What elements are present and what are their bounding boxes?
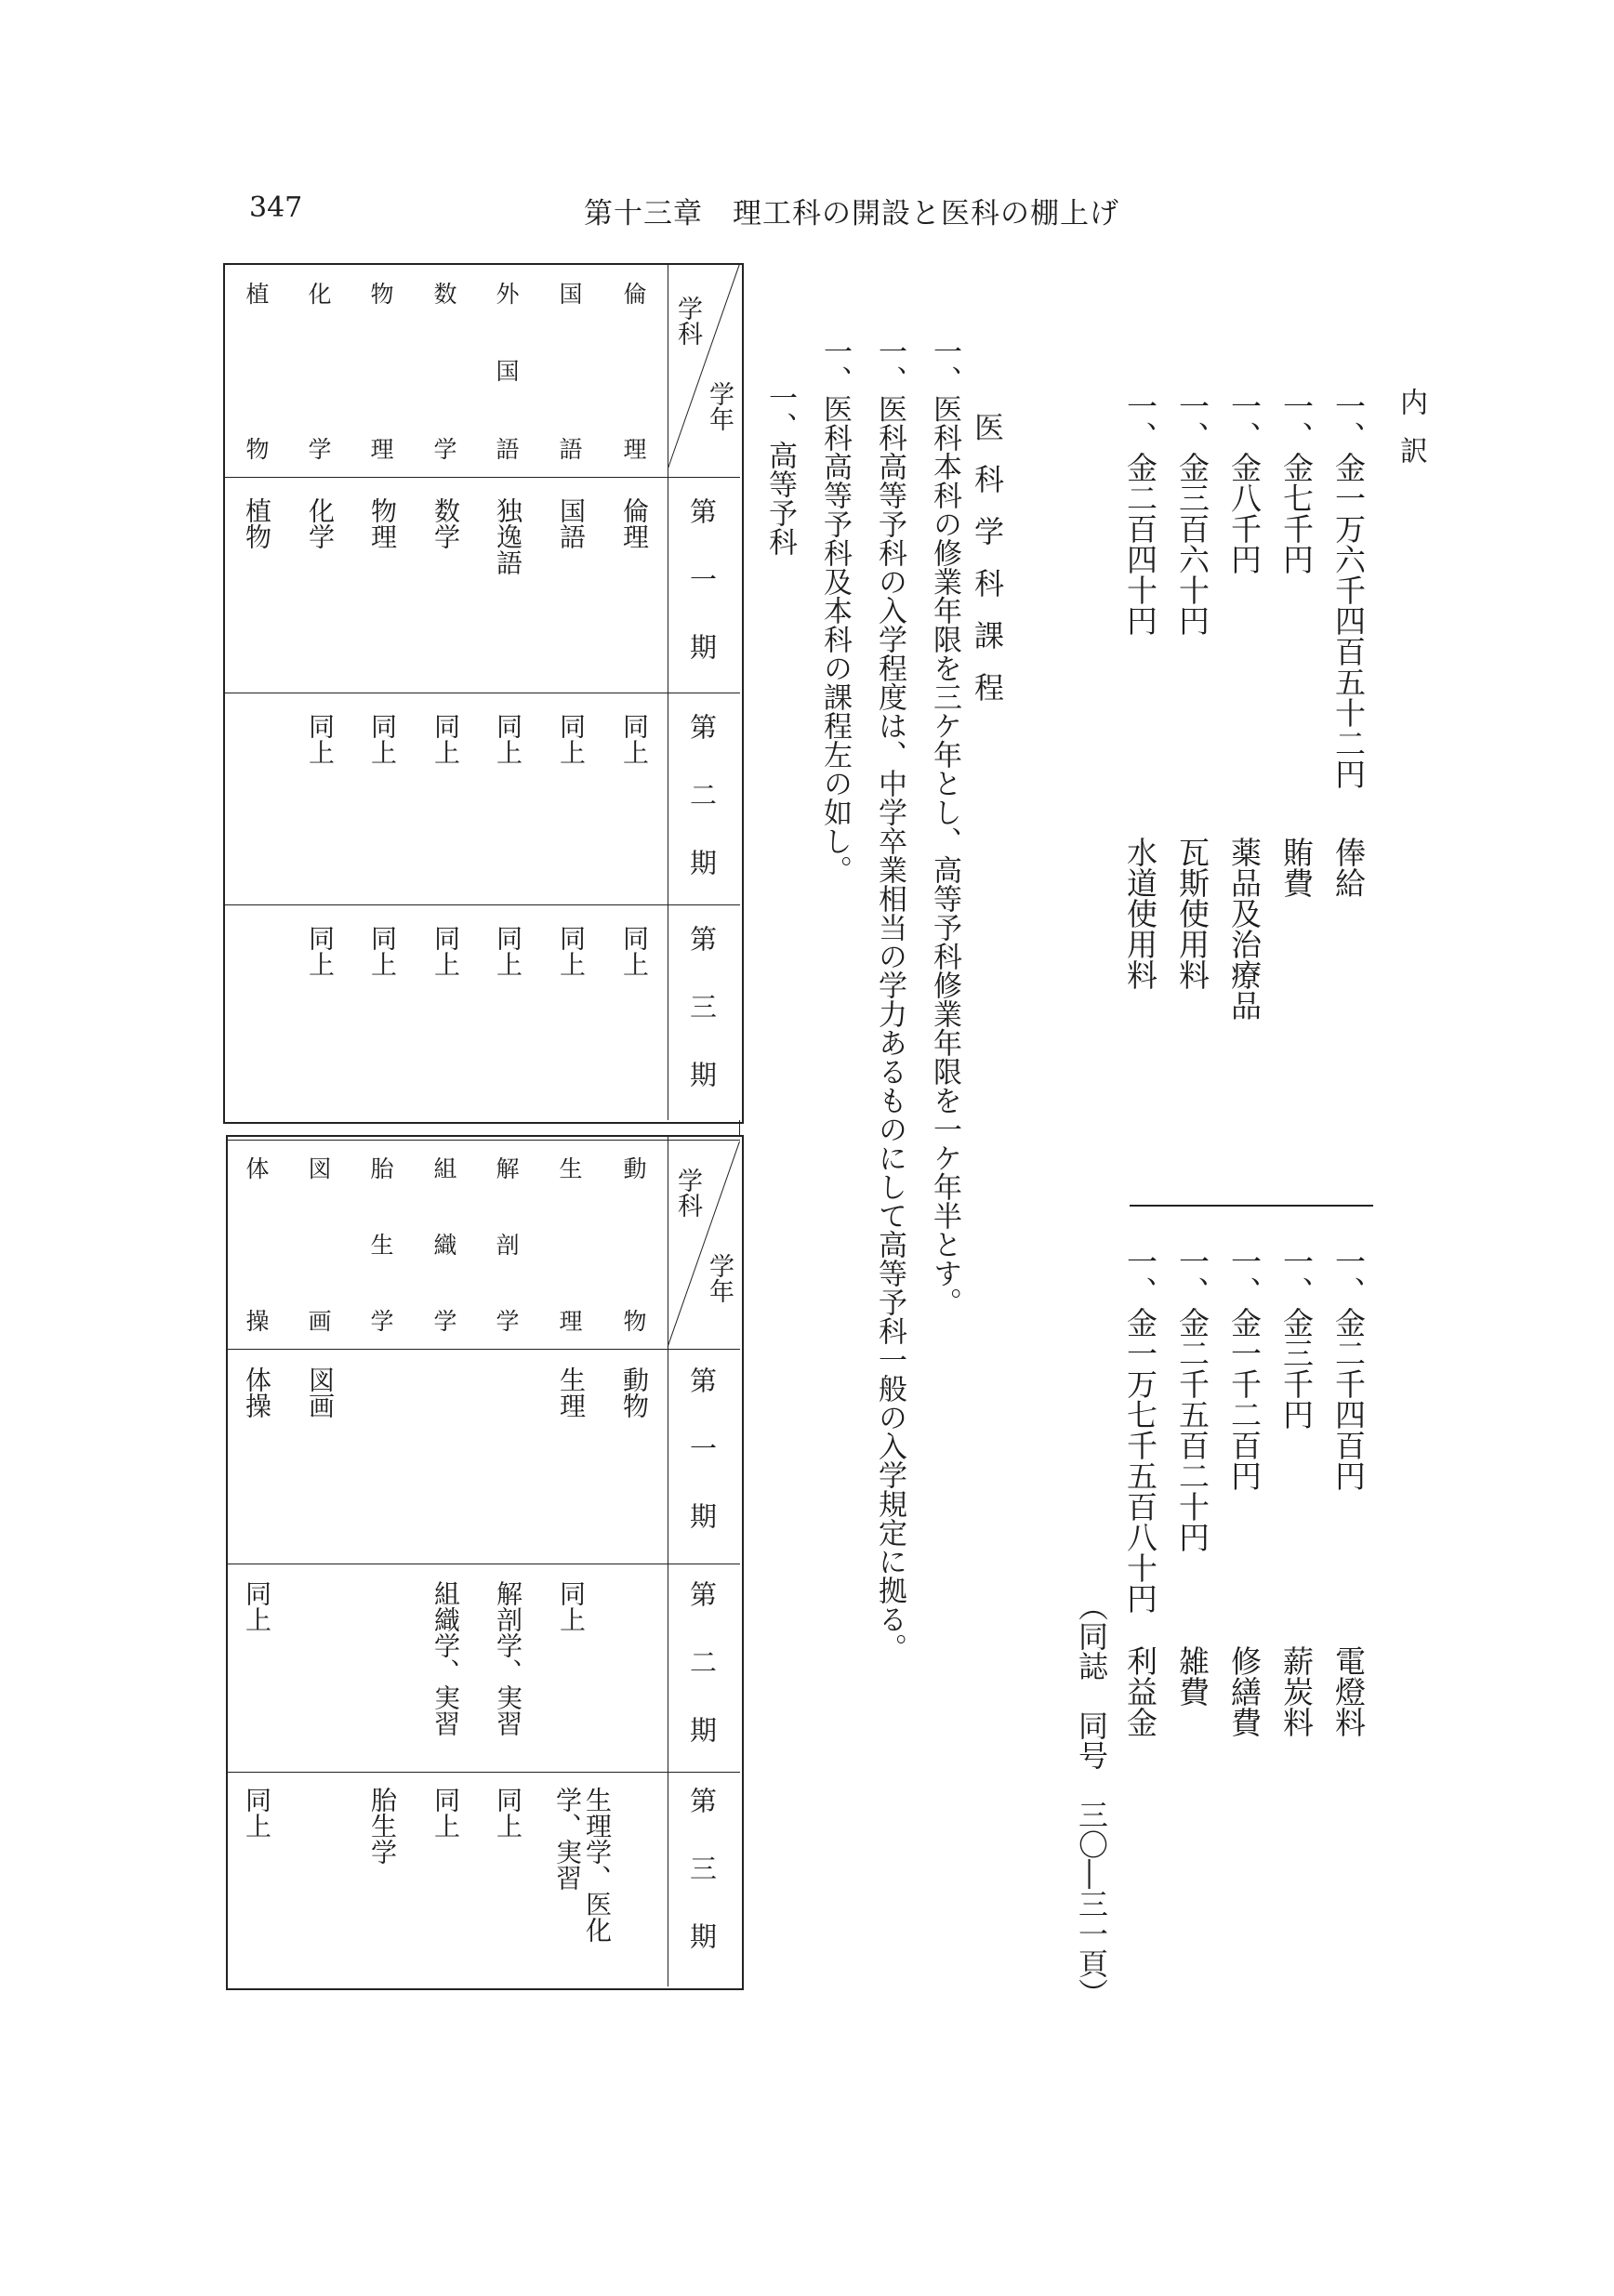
breakdown-item-amount: 一、金一万六千四百五十二円 — [1330, 390, 1367, 789]
subject-mid-char: 剖 — [493, 1233, 520, 1256]
subject-top-char: 動 — [620, 1156, 647, 1180]
subject-top-char: 倫 — [620, 282, 647, 305]
subject-top-char: 植 — [243, 282, 270, 305]
table-cell: 同上 — [619, 925, 650, 977]
table-cell: 生理学、医化 — [582, 1787, 613, 1943]
double-rule — [226, 1140, 740, 1141]
subject-bot-char: 物 — [620, 1309, 647, 1332]
subject-bot-char: 語 — [556, 437, 583, 460]
table-edge-line — [739, 1120, 740, 1135]
subject-bot-char: 理 — [367, 437, 394, 460]
subject-bot-char: 操 — [243, 1309, 270, 1332]
table-cell: 同上 — [305, 713, 336, 765]
source-citation: （同誌 同号 三〇―三一頁） — [1074, 1591, 1109, 2008]
breakdown-item-amount: 一、金二千四百円 — [1330, 1246, 1367, 1491]
table-cell: 同上 — [242, 1580, 272, 1632]
table-cell: 植物 — [242, 497, 272, 549]
subject-bot-char: 画 — [305, 1309, 332, 1332]
subject-top-char: 組 — [430, 1156, 457, 1180]
table-cell: 同上 — [305, 925, 336, 977]
period-label: 第二期 — [686, 1580, 718, 1784]
table-cell: 数学 — [430, 497, 461, 549]
course-line: 一、高等予科 — [763, 383, 797, 556]
row-divider — [223, 477, 740, 478]
breakdown-item-label: 瓦斯使用料 — [1174, 837, 1210, 990]
page-number: 347 — [249, 191, 303, 224]
period-label: 第三期 — [686, 925, 718, 1128]
breakdown-item-label: 賄費 — [1278, 837, 1315, 898]
table-cell: 学、実習 — [552, 1787, 583, 1891]
table-cell: 化学 — [305, 497, 336, 549]
subject-bot-char: 学 — [430, 1309, 457, 1332]
table-cell: 体操 — [242, 1366, 272, 1419]
breakdown-item-amount: 一、金二百四十円 — [1122, 390, 1158, 636]
breakdown-item-label: 俸給 — [1330, 837, 1367, 898]
table-cell: 同上 — [430, 1787, 461, 1839]
table-cell: 組織学、実習 — [430, 1580, 461, 1736]
table-cell: 倫理 — [619, 497, 650, 549]
table-cell: 独逸語 — [493, 497, 523, 575]
table-cell: 同上 — [493, 1787, 523, 1839]
breakdown-item-amount: 一、金三千円 — [1278, 1246, 1315, 1430]
subject-bot-char: 学 — [367, 1309, 394, 1332]
row-divider — [226, 1772, 740, 1773]
table-cell: 動物 — [619, 1366, 650, 1419]
table-cell: 解剖学、実習 — [493, 1580, 523, 1736]
table-cell: 同上 — [619, 713, 650, 765]
breakdown-item-label: 利益金 — [1122, 1645, 1158, 1737]
breakdown-item-label: 薪炭料 — [1278, 1645, 1315, 1737]
breakdown-title: 内訳 — [1395, 388, 1427, 484]
breakdown-item-amount: 一、金七千円 — [1278, 390, 1315, 574]
subject-top-char: 国 — [556, 282, 583, 305]
breakdown-item-amount: 一、金八千円 — [1226, 390, 1263, 574]
breakdown-item-label: 雑費 — [1174, 1645, 1210, 1707]
breakdown-item-amount: 一、金三百六十円 — [1174, 390, 1210, 636]
subject-bot-char: 語 — [493, 437, 520, 460]
table-cell: 同上 — [367, 925, 398, 977]
corner-subject-label: 学科 — [673, 296, 702, 346]
breakdown-item-label: 薬品及治療品 — [1226, 837, 1263, 1021]
course-title: 医科学科課程 — [970, 412, 1005, 724]
subject-top-char: 生 — [556, 1156, 583, 1180]
breakdown-item-amount: 一、金一千二百円 — [1226, 1246, 1263, 1491]
table-cell: 胎生学 — [367, 1787, 398, 1865]
table-cell: 国語 — [556, 497, 587, 549]
subject-top-char: 体 — [243, 1156, 270, 1180]
subject-top-char: 解 — [493, 1156, 520, 1180]
table-cell: 物理 — [367, 497, 398, 549]
subject-top-char: 図 — [305, 1156, 332, 1180]
subject-bot-char: 学 — [430, 437, 457, 460]
subject-mid-char: 国 — [493, 359, 520, 382]
corner-year-label: 学年 — [705, 1253, 734, 1303]
subject-top-char: 数 — [430, 282, 457, 305]
table-cell: 同上 — [367, 713, 398, 765]
running-head: 第十三章 理工科の開設と医科の棚上げ — [584, 197, 1119, 231]
breakdown-item-amount: 一、金二千五百二十円 — [1174, 1246, 1210, 1552]
subject-top-char: 物 — [367, 282, 394, 305]
subject-mid-char: 織 — [430, 1233, 457, 1256]
subject-top-char: 外 — [493, 282, 520, 305]
subject-bot-char: 理 — [556, 1309, 583, 1332]
corner-year-label: 学年 — [705, 381, 734, 431]
table-cell: 同上 — [556, 925, 587, 977]
subject-bot-char: 学 — [493, 1309, 520, 1332]
row-divider — [223, 904, 740, 905]
table-cell: 生理 — [556, 1366, 587, 1419]
period-label: 第三期 — [686, 1787, 718, 1990]
row-divider — [226, 1349, 740, 1350]
table-cell: 同上 — [556, 1580, 587, 1632]
period-label: 第一期 — [686, 497, 718, 701]
subject-bot-char: 理 — [620, 437, 647, 460]
corner-subject-label: 学科 — [673, 1168, 702, 1218]
table-frame — [226, 1135, 744, 1990]
breakdown-item-amount: 一、金一万七千五百八十円 — [1122, 1246, 1158, 1614]
table-cell: 同上 — [430, 925, 461, 977]
breakdown-divider — [1130, 1205, 1373, 1207]
period-label: 第二期 — [686, 713, 718, 917]
subject-bot-char: 物 — [243, 437, 270, 460]
table-cell: 図画 — [305, 1366, 336, 1419]
table-cell: 同上 — [556, 713, 587, 765]
period-label: 第一期 — [686, 1366, 718, 1570]
table-frame — [223, 263, 744, 1124]
course-line: 一、医科本科の修業年限を三ケ年とし、高等予科修業年限を一ケ年半とす。 — [928, 336, 961, 1316]
subject-mid-char: 生 — [367, 1233, 394, 1256]
breakdown-item-label: 修繕費 — [1226, 1645, 1263, 1737]
subject-top-char: 化 — [305, 282, 332, 305]
course-line: 一、医科高等予科の入学程度は、中学卒業相当の学力あるものにして高等予科一般の入学規定に拠る。 — [873, 336, 906, 1662]
table-cell: 同上 — [242, 1787, 272, 1839]
table-cell: 同上 — [493, 925, 523, 977]
table-cell: 同上 — [430, 713, 461, 765]
breakdown-item-label: 電燈料 — [1330, 1645, 1367, 1737]
table-cell: 同上 — [493, 713, 523, 765]
course-line: 一、医科高等予科及本科の課程左の如し。 — [818, 336, 852, 884]
breakdown-item-label: 水道使用料 — [1122, 837, 1158, 990]
subject-top-char: 胎 — [367, 1156, 394, 1180]
subject-bot-char: 学 — [305, 437, 332, 460]
